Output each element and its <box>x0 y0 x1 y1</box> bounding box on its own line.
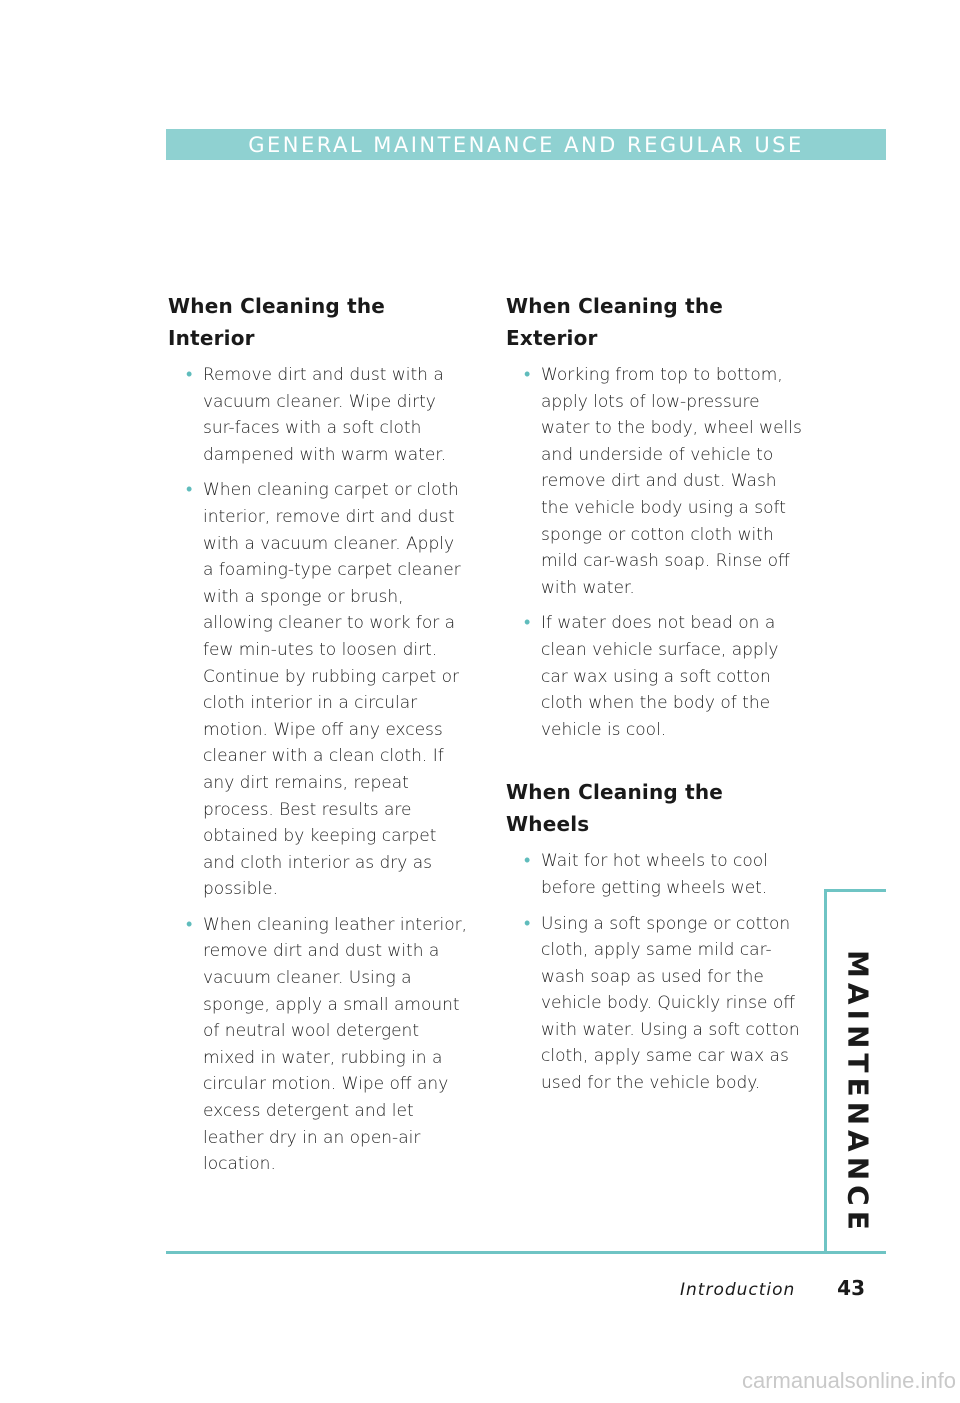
list-item: • Working from top to bottom, apply lots of low-pressure water to the body, wheel wells and underside of vehicle to remove dirt and dust. Wash the vehicle body using a soft sponge or cotton cloth with mild car-wash soap. Rinse off with water. <box>524 364 802 598</box>
list-item: • Remove dirt and dust with a vacuum cleaner. Wipe dirty sur-faces with a soft cloth dampened with warm water. <box>186 364 447 465</box>
bullet-icon: • <box>524 364 531 385</box>
bullet-list-interior <box>168 362 468 1178</box>
watermark: carmanualsonline.info <box>741 1368 956 1393</box>
section-gap <box>506 752 806 776</box>
bullet-icon: • <box>186 479 193 501</box>
side-rule-top <box>824 889 886 892</box>
bullet-list-exterior <box>506 362 806 743</box>
list-item: • Using a soft sponge or cotton cloth, apply same mild car-wash soap as used for the vehicle body. Quickly rinse off with water. Using a soft cotton cloth, apply same car wax as used for the vehicle body. <box>524 912 800 1094</box>
header-band <box>166 129 886 160</box>
section-heading-interior: When Cleaning the Interior <box>168 294 386 350</box>
bullet-icon: • <box>524 850 531 872</box>
bullet-list-wheels <box>506 848 806 1096</box>
footer-section-title: Introduction <box>680 1280 796 1300</box>
section-heading-exterior: When Cleaning the Exterior <box>506 294 724 350</box>
list-item: • Wait for hot wheels to cool before getting wheels wet. <box>524 850 768 898</box>
side-rule-vertical <box>824 889 827 1253</box>
side-tab <box>838 950 878 1235</box>
bullet-icon: • <box>524 912 531 934</box>
header-title: GENERAL MAINTENANCE AND REGULAR USE <box>248 132 804 157</box>
bottom-rule <box>166 1251 886 1254</box>
bullet-icon: • <box>186 913 193 935</box>
left-column <box>168 290 468 1187</box>
list-item: • When cleaning leather interior, remove dirt and dust with a vacuum cleaner. Using a sponge, apply a small amount of neutral wool detergent mixed in water, rubbing in a circular motion. Wipe off any excess detergent and let leather dry in an open-air location. <box>186 913 468 1175</box>
bullet-icon: • <box>186 364 193 385</box>
list-item: • When cleaning carpet or cloth interior, remove dirt and dust with a vacuum cleaner. Apply a foaming-type carpet cleaner with a sponge or brush, allowing cleaner to work for a few min-utes to loosen dirt. Continue by rubbing carpet or cloth interior in a circular motion. Wipe off any excess cleaner with a clean cloth. If any dirt remains, repeat process. Best results are obtained by keeping carpet and cloth interior as dry as possible. <box>186 479 461 900</box>
list-item: • If water does not bead on a clean vehicle surface, apply car wax using a soft cotton cloth when the body of the vehicle is cool. <box>524 612 779 740</box>
side-tab-label: MAINTENANCE <box>841 950 875 1235</box>
section-heading-wheels: When Cleaning the Wheels <box>506 780 724 837</box>
right-column <box>506 290 806 1106</box>
bullet-icon: • <box>524 612 531 634</box>
page-number: 43 <box>837 1276 865 1300</box>
